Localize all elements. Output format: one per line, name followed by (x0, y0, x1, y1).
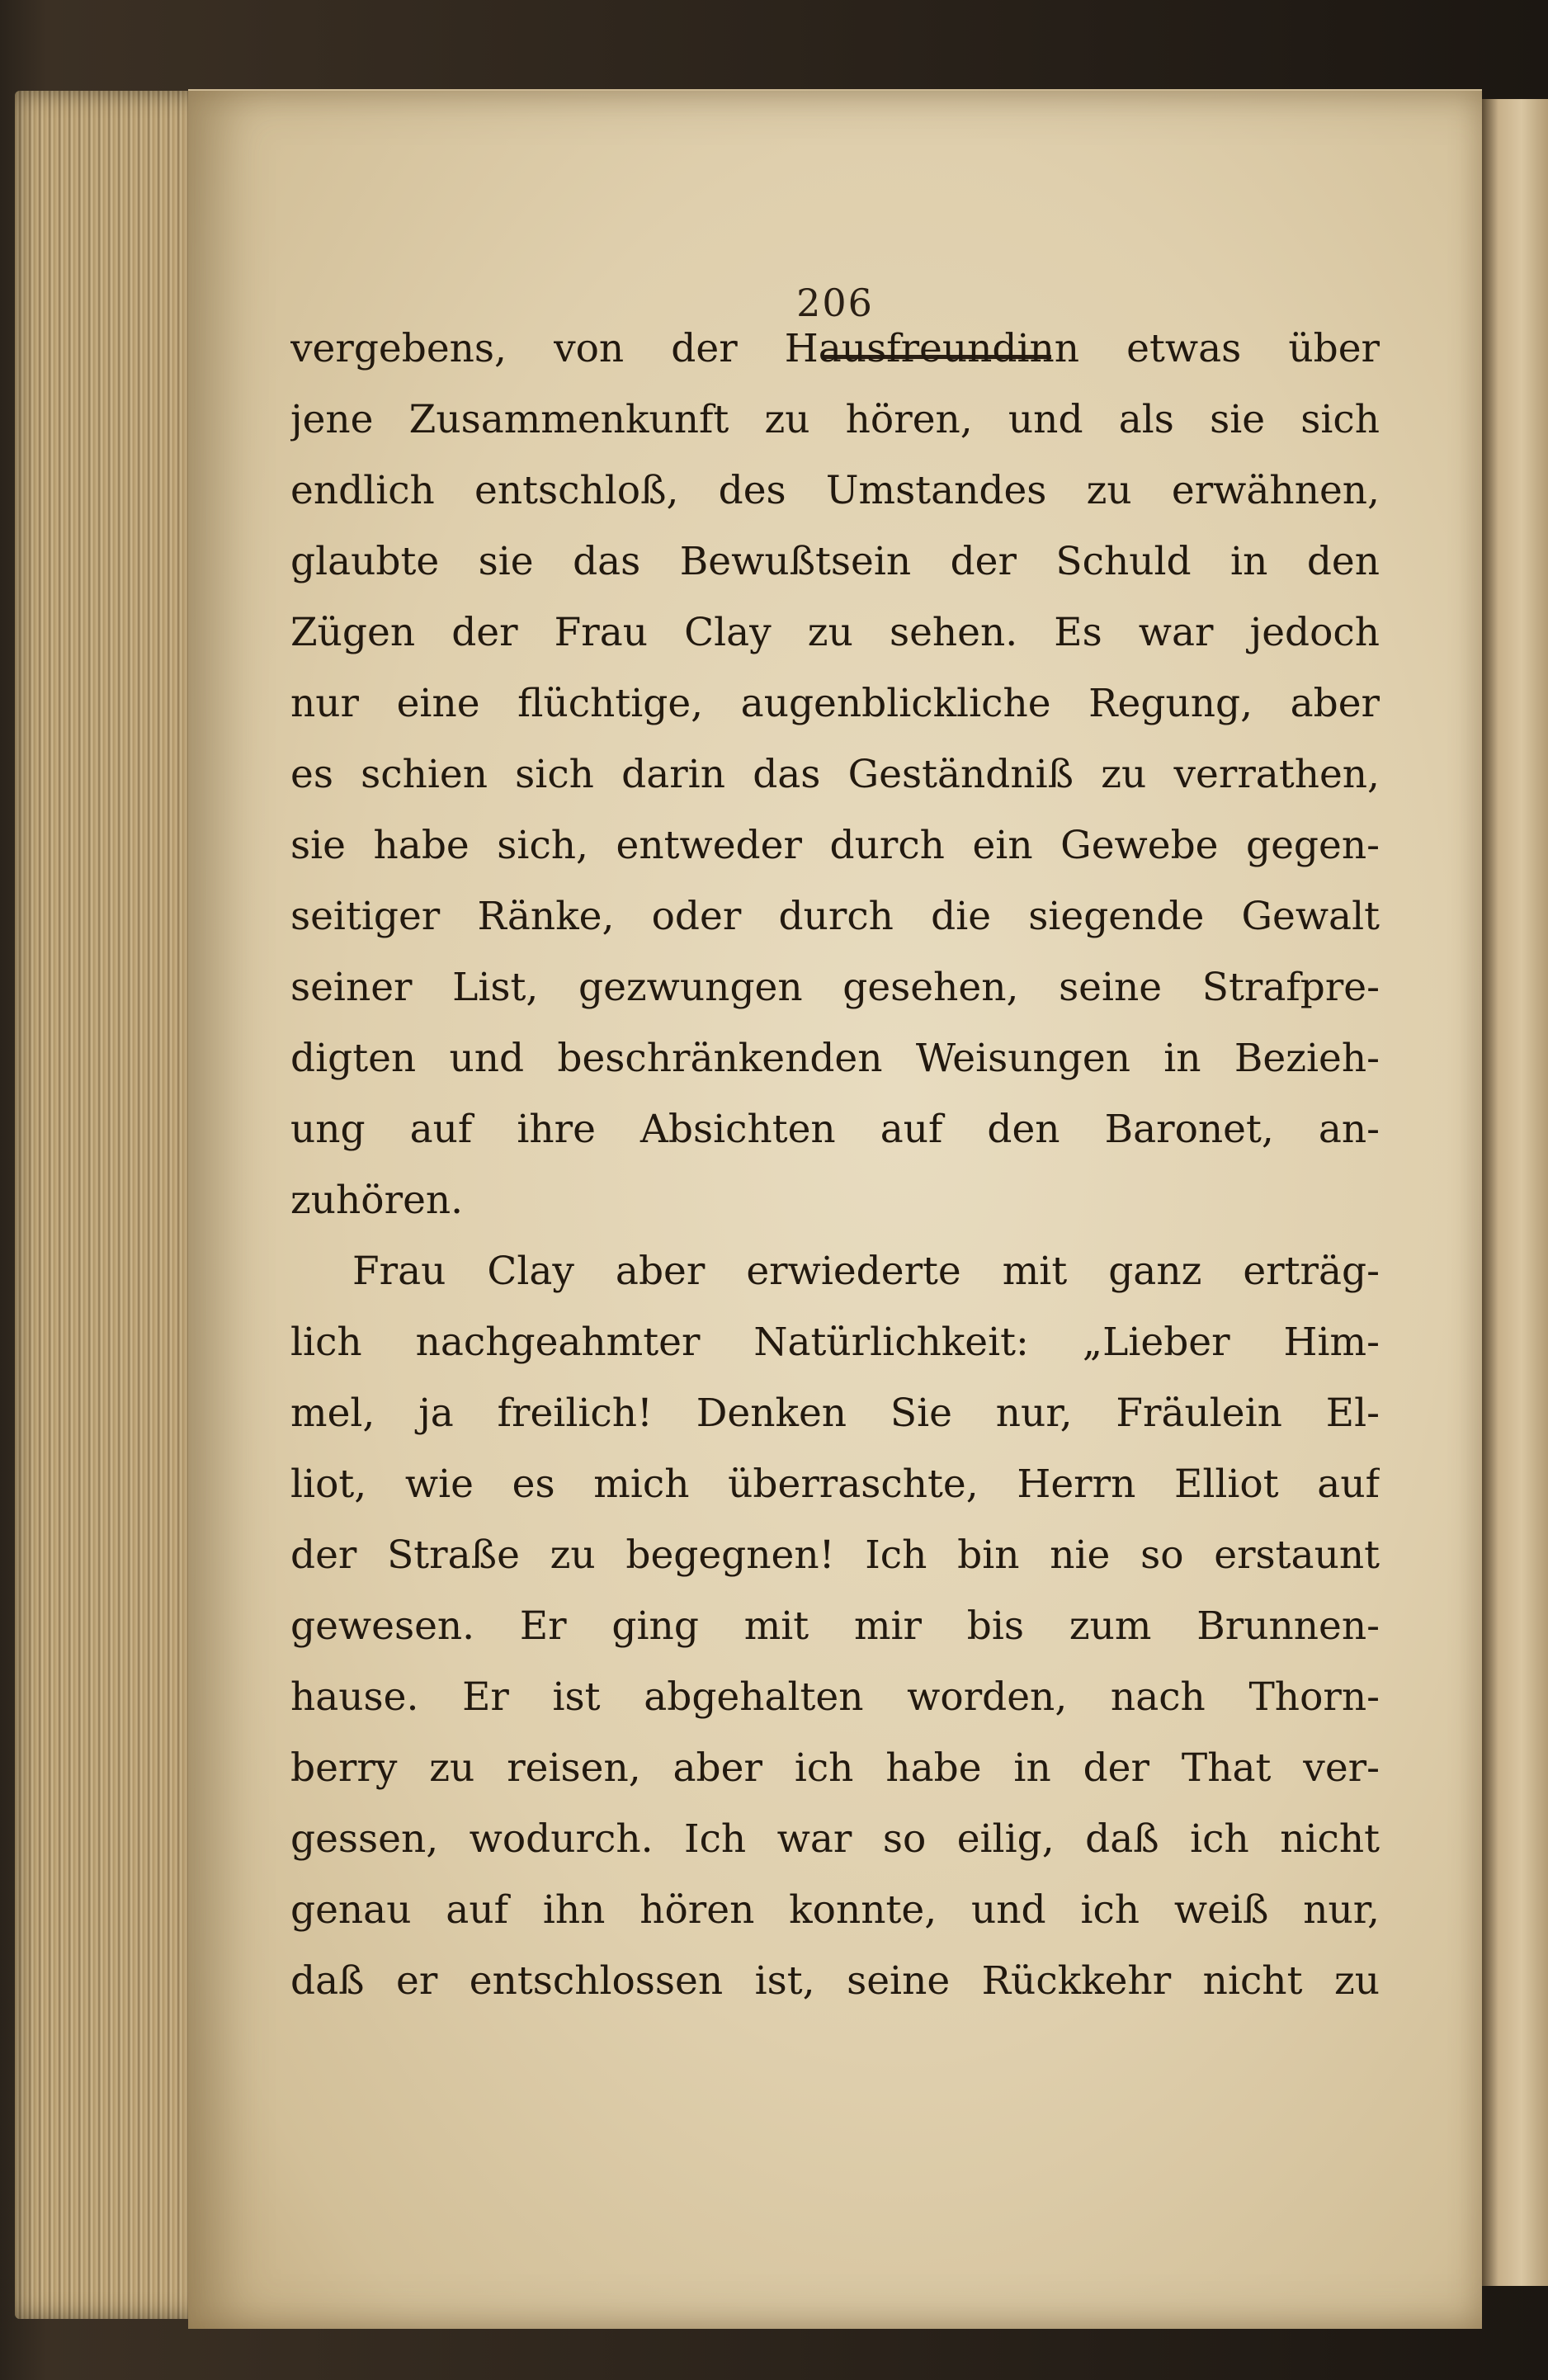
text-line: Frau Clay aber erwiederte mit ganz erträg- (352, 1249, 1380, 1294)
text-line: seiner List, gezwungen gesehen, seine Strafpre- (290, 965, 1380, 1010)
text-line: hause. Er ist abgehalten worden, nach Thorn- (290, 1674, 1380, 1720)
text-line: zuhören. (290, 1178, 464, 1223)
page-edges (15, 91, 205, 2319)
page-text (290, 314, 1380, 2017)
text-line: jene Zusammenkunft zu hören, und als sie sich (290, 397, 1380, 442)
text-line: digten und beschränkenden Weisungen in Bezieh- (290, 1036, 1380, 1081)
page-number: 206 (796, 281, 874, 325)
text-line: genau auf ihn hören konnte, und ich weiß nur, (290, 1887, 1380, 1933)
text-line: gewesen. Er ging mit mir bis zum Brunnen- (290, 1603, 1380, 1649)
text-line: lich nachgeahmter Natürlichkeit: „Lieber Him- (290, 1320, 1380, 1365)
text-line: sie habe sich, entweder durch ein Gewebe gegen- (290, 823, 1380, 868)
text-line: daß er entschlossen ist, seine Rückkehr nicht zu (290, 1958, 1380, 2004)
text-line: ung auf ihre Absichten auf den Baronet, an- (290, 1107, 1380, 1152)
text-line: mel, ja freilich! Denken Sie nur, Fräulein El- (290, 1391, 1380, 1436)
text-line: seitiger Ränke, oder durch die siegende Gewalt (290, 894, 1380, 939)
text-line: Zügen der Frau Clay zu sehen. Es war jedoch (290, 610, 1380, 655)
text-line: es schien sich darin das Geständniß zu verrathen, (290, 752, 1380, 797)
text-line: nur eine flüchtige, augenblickliche Regung, aber (290, 681, 1380, 726)
adjacent-page-edge (1482, 99, 1548, 2286)
text-line: der Straße zu begegnen! Ich bin nie so erstaunt (290, 1532, 1380, 1578)
text-line: vergebens, von der Hausfreundinn etwas über (290, 326, 1380, 371)
text-line: glaubte sie das Bewußtsein der Schuld in den (290, 539, 1380, 584)
text-line: gessen, wodurch. Ich war so eilig, daß ich nicht (290, 1816, 1380, 1862)
text-line: berry zu reisen, aber ich habe in der That ver- (290, 1745, 1380, 1791)
text-line: liot, wie es mich überraschte, Herrn Elliot auf (290, 1462, 1380, 1507)
text-line: endlich entschloß, des Umstandes zu erwähnen, (290, 468, 1380, 513)
